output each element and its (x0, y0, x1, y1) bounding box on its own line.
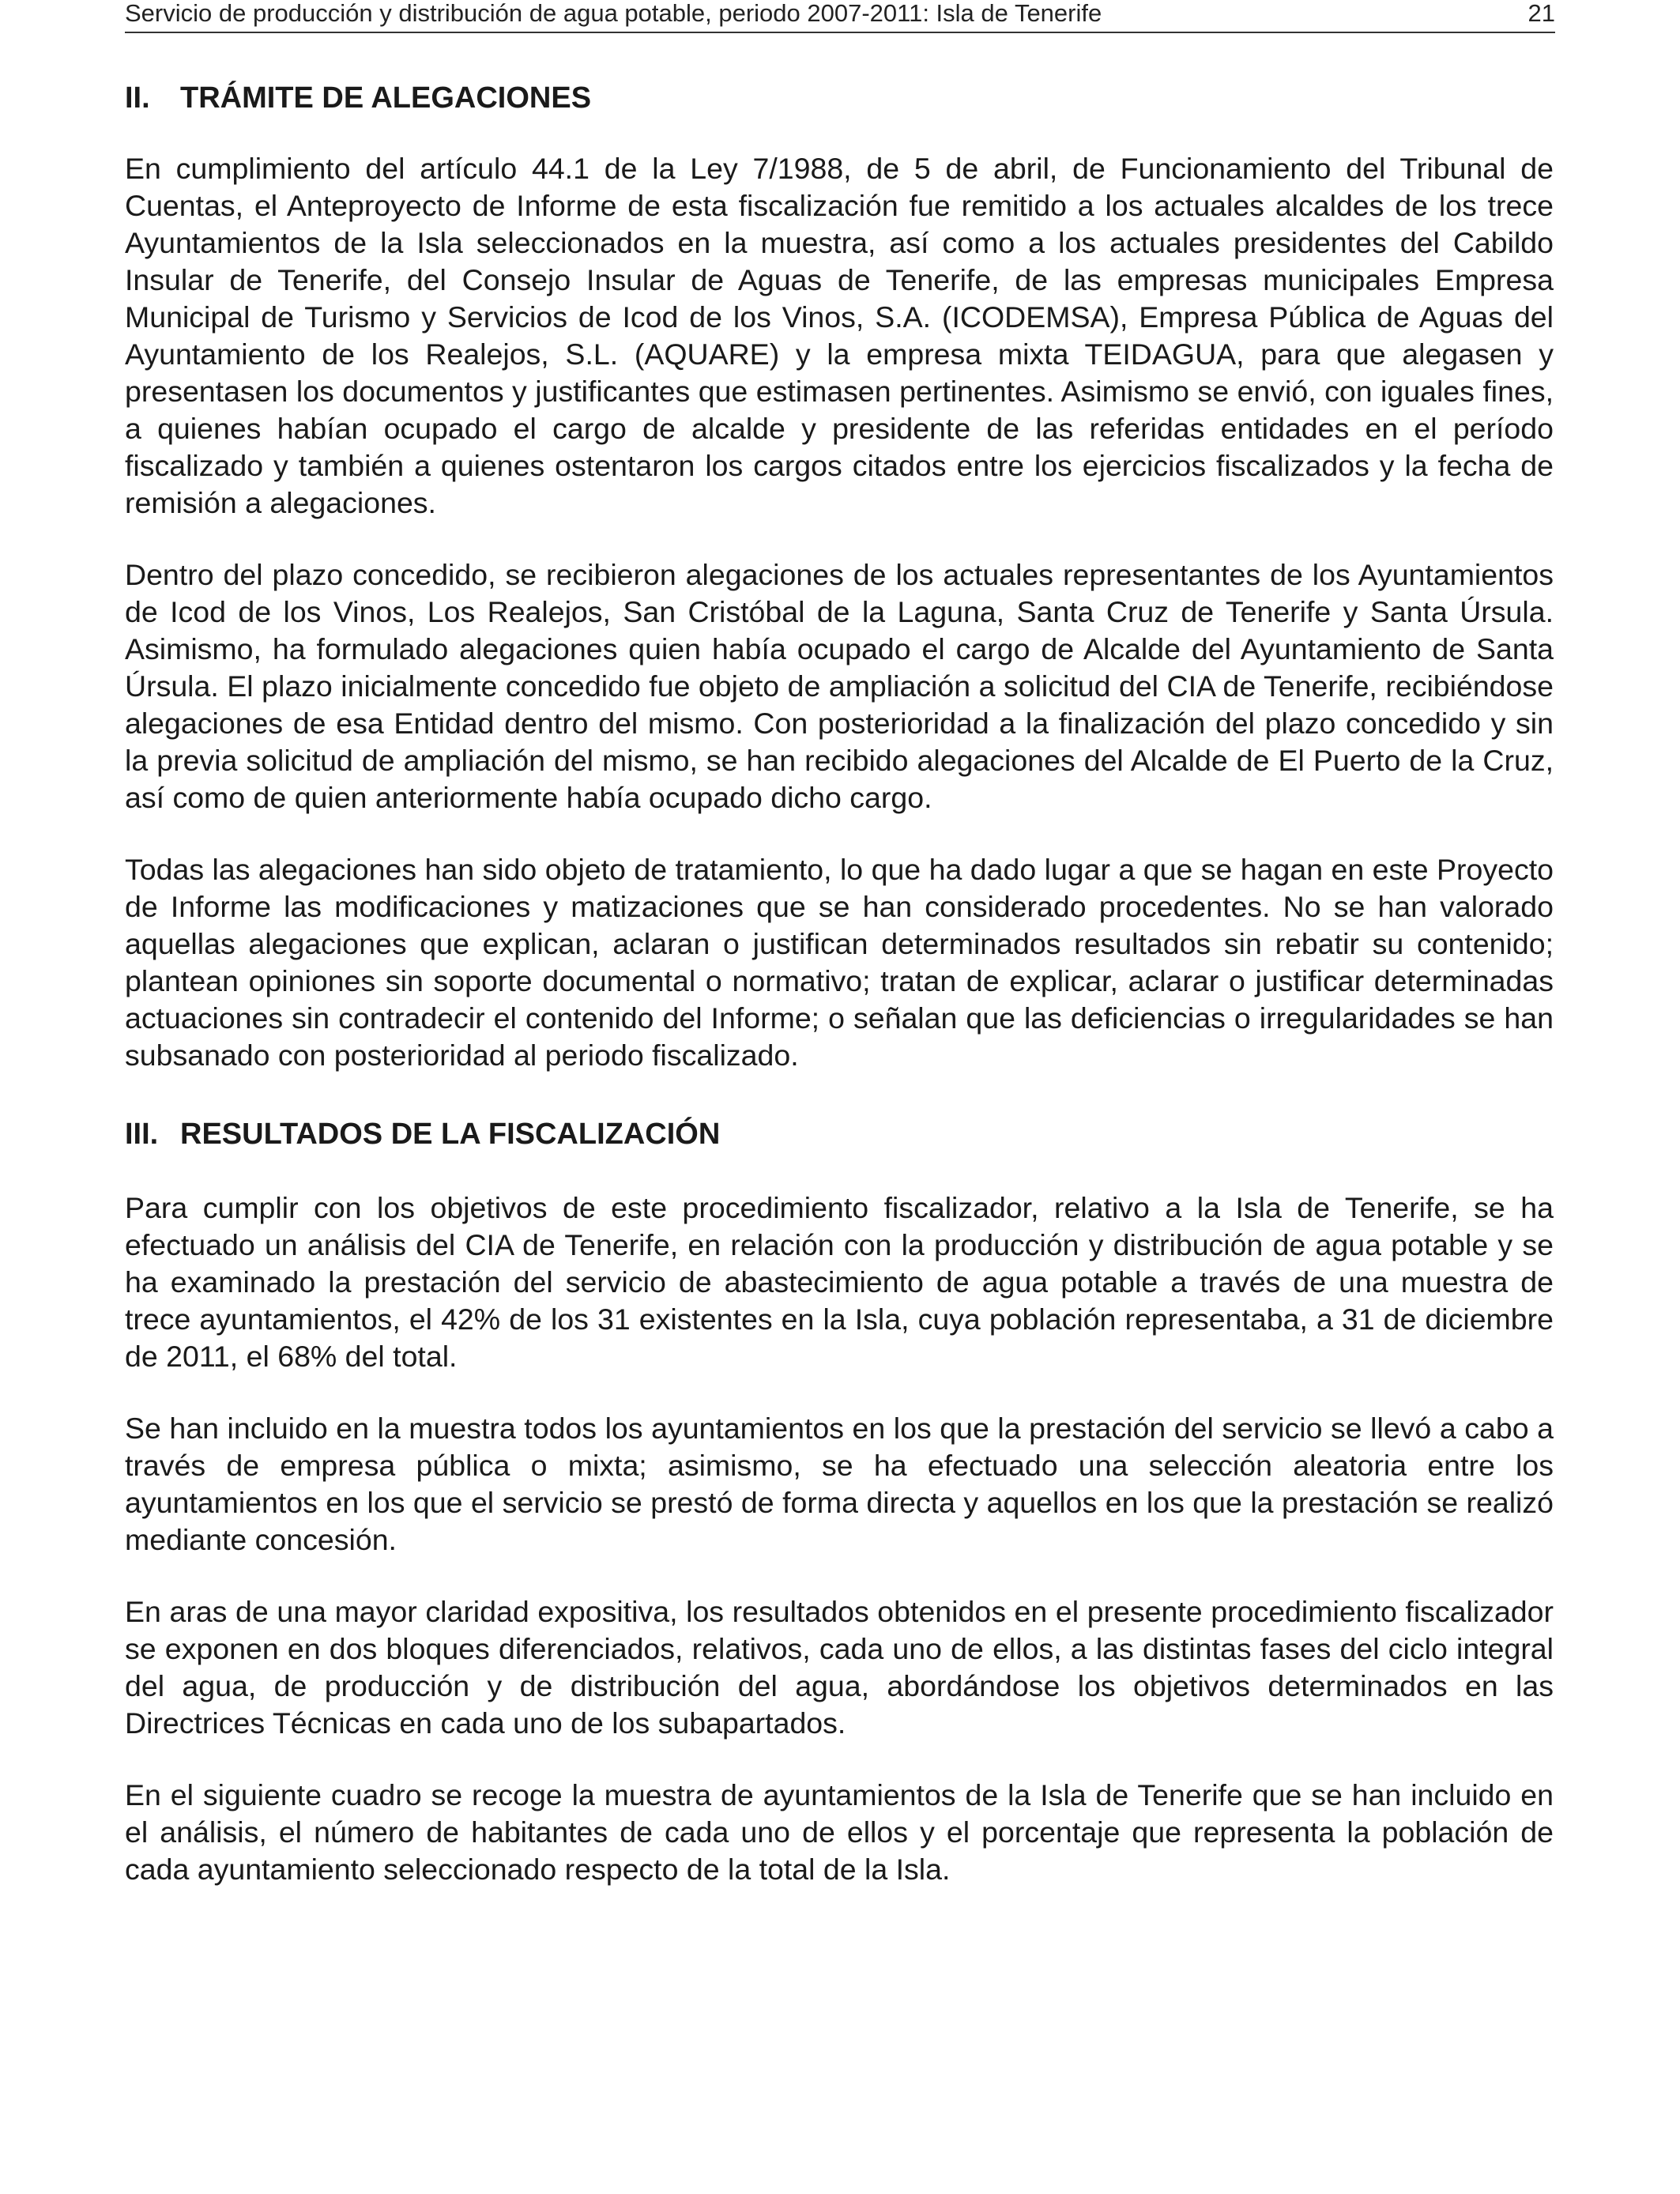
section-title: RESULTADOS DE LA FISCALIZACIÓN (180, 1118, 721, 1151)
paragraph: Para cumplir con los objetivos de este procedimiento fiscalizador, relativo a la Isla de Tenerife, se ha efectuado un análisis del CIA de Tenerife, en relación con la producción y distribución de agua potable y se ha examinado la prestación del servicio de abastecimiento de agua potable a través de una muestra de trece ayuntamientos, el 42% de los 31 existentes en la Isla, cuya población representaba, a 31 de diciembre de 2011, el 68% del total. (125, 1191, 1554, 1373)
paragraph: Todas las alegaciones han sido objeto de tratamiento, lo que ha dado lugar a que se hagan en este Proyecto de Informe las modificaciones y matizaciones que se han considerado procedentes. No se han valorado aquellas alegaciones que explican, aclaran o justifican determinados resultados sin rebatir su contenido; plantean opiniones sin soporte documental o normativo; tratan de explicar, aclarar o justificar determinadas actuaciones sin contradecir el contenido del Informe; o señalan que las deficiencias o irregularidades se han subsanado con posterioridad al periodo fiscalizado. (125, 853, 1554, 1072)
document-body (125, 79, 1554, 1923)
paragraph: En aras de una mayor claridad expositiva, los resultados obtenidos en el presente procedimiento fiscalizador se exponen en dos bloques diferenciados, relativos, cada uno de ellos, a las distintas fases del ciclo integral del agua, de producción y de distribución del agua, abordándose los objetivos determinados en las Directrices Técnicas en cada uno de los subapartados. (125, 1595, 1554, 1740)
header-title: Servicio de producción y distribución de agua potable, periodo 2007-2011: Isla de Tenerife (125, 0, 1102, 27)
section-heading-resultados (125, 1115, 1554, 1153)
paragraph: En cumplimiento del artículo 44.1 de la Ley 7/1988, de 5 de abril, de Funcionamiento del Tribunal de Cuentas, el Anteproyecto de Informe de esta fiscalización fue remitido a los actuales alcaldes de los trece Ayuntamientos de la Isla seleccionados en la muestra, así como a los actuales presidentes del Cabildo Insular de Tenerife, del Consejo Insular de Aguas de Tenerife, de las empresas municipales Empresa Municipal de Turismo y Servicios de Icod de los Vinos, S.A. (ICODEMSA), Empresa Pública de Aguas del Ayuntamiento de los Realejos, S.L. (AQUARE) y la empresa mixta TEIDAGUA, para que alegasen y presentasen los documentos y justificantes que estimasen pertinentes. Asimismo se envió, con iguales fines, a quienes habían ocupado el cargo de alcalde y presidente de las referidas entidades en el período fiscalizado y también a quienes ostentaron los cargos citados entre los ejercicios fiscalizados y la fecha de remisión a alegaciones. (125, 152, 1554, 519)
section-title: TRÁMITE DE ALEGACIONES (180, 81, 592, 115)
paragraph: En el siguiente cuadro se recoge la muestra de ayuntamientos de la Isla de Tenerife que se han incluido en el análisis, el número de habitantes de cada uno de ellos y el porcentaje que representa la población de cada ayuntamiento seleccionado respecto de la total de la Isla. (125, 1778, 1554, 1886)
page-number: 21 (1527, 0, 1555, 27)
running-header (125, 0, 1555, 33)
paragraph: Se han incluido en la muestra todos los ayuntamientos en los que la prestación del servicio se llevó a cabo a través de empresa pública o mixta; asimismo, se ha efectuado una selección aleatoria entre los ayuntamientos en los que el servicio se prestó de forma directa y aquellos en los que la prestación se realizó mediante concesión. (125, 1412, 1554, 1556)
paragraph: Dentro del plazo concedido, se recibieron alegaciones de los actuales representantes de los Ayuntamientos de Icod de los Vinos, Los Realejos, San Cristóbal de la Laguna, Santa Cruz de Tenerife y Santa Úrsula. Asimismo, ha formulado alegaciones quien había ocupado el cargo de Alcalde del Ayuntamiento de Santa Úrsula. El plazo inicialmente concedido fue objeto de ampliación a solicitud del CIA de Tenerife, recibiéndose alegaciones de esa Entidad dentro del mismo. Con posterioridad a la finalización del plazo concedido y sin la previa solicitud de ampliación del mismo, se han recibido alegaciones del Alcalde de El Puerto de la Cruz, así como de quien anteriormente había ocupado dicho cargo. (125, 558, 1554, 814)
section-heading-alegaciones (125, 79, 1554, 117)
section-number: III. (125, 1118, 159, 1151)
section-number: II. (125, 81, 150, 115)
